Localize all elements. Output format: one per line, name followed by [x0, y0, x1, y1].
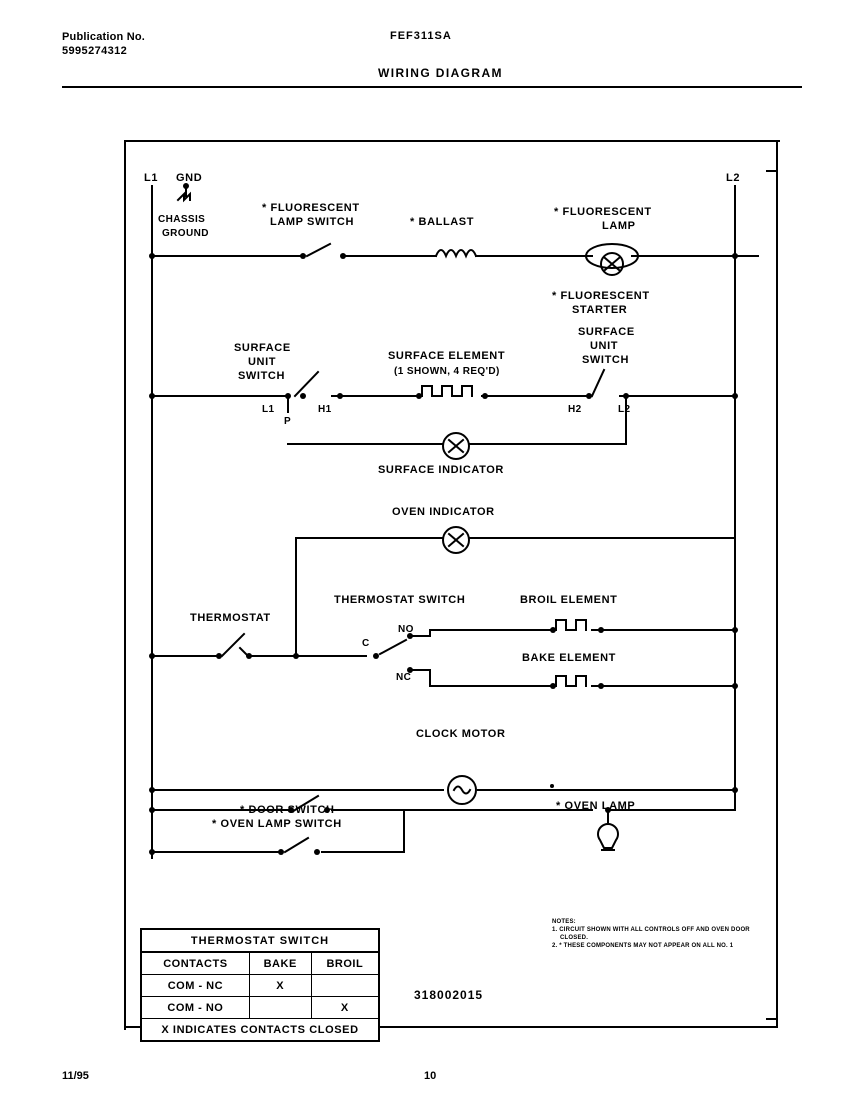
surface-unit-switch-left-label-line2: UNIT [248, 356, 277, 368]
thermostat-label: THERMOSTAT [190, 612, 271, 624]
broil-element-label: BROIL ELEMENT [520, 594, 618, 606]
model-number: FEF311SA [390, 30, 452, 42]
publication-label: Publication No. [62, 31, 146, 43]
table-cell-bake: X [249, 975, 311, 997]
surface-unit-switch-left-label-line1: SURFACE [234, 342, 291, 354]
bake-element-label: BAKE ELEMENT [522, 652, 616, 664]
notes-item: 2. * THESE COMPONENTS MAY NOT APPEAR ON ALL NO. 1 [552, 943, 734, 949]
terminal-common-label: C [362, 638, 370, 649]
table-cell-contacts: COM - NC [141, 975, 249, 997]
page-title: WIRING DIAGRAM [378, 66, 503, 80]
terminal-l2-switch-label: L2 [618, 404, 631, 415]
terminal-l2-label: L2 [726, 172, 741, 184]
surface-unit-switch-right-label-line3: SWITCH [582, 354, 629, 366]
fluorescent-lamp-switch-label-line1: * FLUORESCENT [262, 202, 360, 214]
surface-element-label-line1: SURFACE ELEMENT [388, 350, 506, 362]
footer-page-number: 10 [424, 1070, 437, 1082]
fluorescent-lamp-switch-label-line2: LAMP SWITCH [270, 216, 355, 228]
notes-block [552, 918, 762, 950]
terminal-h2-label: H2 [568, 404, 582, 415]
fluorescent-lamp-label-line1: * FLUORESCENT [554, 206, 652, 218]
table-row [141, 997, 379, 1019]
part-number: 318002015 [414, 988, 484, 1002]
terminal-h1-label: H1 [318, 404, 332, 415]
fluorescent-lamp-label-line2: LAMP [602, 220, 636, 232]
footer-date: 11/95 [62, 1070, 89, 1082]
terminal-l1-label: L1 [144, 172, 159, 184]
terminal-nc-label: NC [396, 672, 412, 683]
oven-indicator-label: OVEN INDICATOR [392, 506, 495, 518]
fluorescent-starter-label-line2: STARTER [572, 304, 628, 316]
terminal-p-label: P [284, 416, 292, 427]
chassis-ground-label-line1: CHASSIS [158, 214, 206, 225]
thermostat-switch-table [140, 928, 380, 1042]
door-switch-label: * DOOR SWITCH [240, 804, 335, 816]
thermostat-switch-label: THERMOSTAT SWITCH [334, 594, 466, 606]
oven-lamp-label: * OVEN LAMP [556, 800, 636, 812]
table-header-broil: BROIL [311, 952, 379, 975]
terminal-l1-switch-label: L1 [262, 404, 275, 415]
surface-unit-switch-right-label-line1: SURFACE [578, 326, 635, 338]
surface-indicator-label: SURFACE INDICATOR [378, 464, 504, 476]
table-cell-bake [249, 997, 311, 1019]
ballast-label: * BALLAST [410, 216, 475, 228]
terminal-gnd-label: GND [176, 172, 203, 184]
table-cell-broil [311, 975, 379, 997]
table-footnote: X INDICATES CONTACTS CLOSED [141, 1019, 379, 1042]
surface-unit-switch-left-label-line3: SWITCH [238, 370, 285, 382]
table-cell-contacts: COM - NO [141, 997, 249, 1019]
notes-item: 1. CIRCUIT SHOWN WITH ALL CONTROLS OFF AND OVEN DOOR CLOSED. [552, 927, 750, 941]
table-row [141, 975, 379, 997]
table-cell-broil: X [311, 997, 379, 1019]
oven-lamp-switch-label: * OVEN LAMP SWITCH [212, 818, 342, 830]
table-title: THERMOSTAT SWITCH [141, 929, 379, 952]
publication-number: 5995274312 [62, 45, 128, 57]
surface-unit-switch-right-label-line2: UNIT [590, 340, 619, 352]
surface-element-label-line2: (1 SHOWN, 4 REQ'D) [394, 366, 500, 377]
clock-motor-label: CLOCK MOTOR [416, 728, 506, 740]
table-header-bake: BAKE [249, 952, 311, 975]
notes-title: NOTES: [552, 919, 576, 925]
chassis-ground-label-line2: GROUND [162, 228, 209, 239]
table-header-contacts: CONTACTS [141, 952, 249, 975]
fluorescent-starter-label-line1: * FLUORESCENT [552, 290, 650, 302]
terminal-no-label: NO [398, 624, 414, 635]
